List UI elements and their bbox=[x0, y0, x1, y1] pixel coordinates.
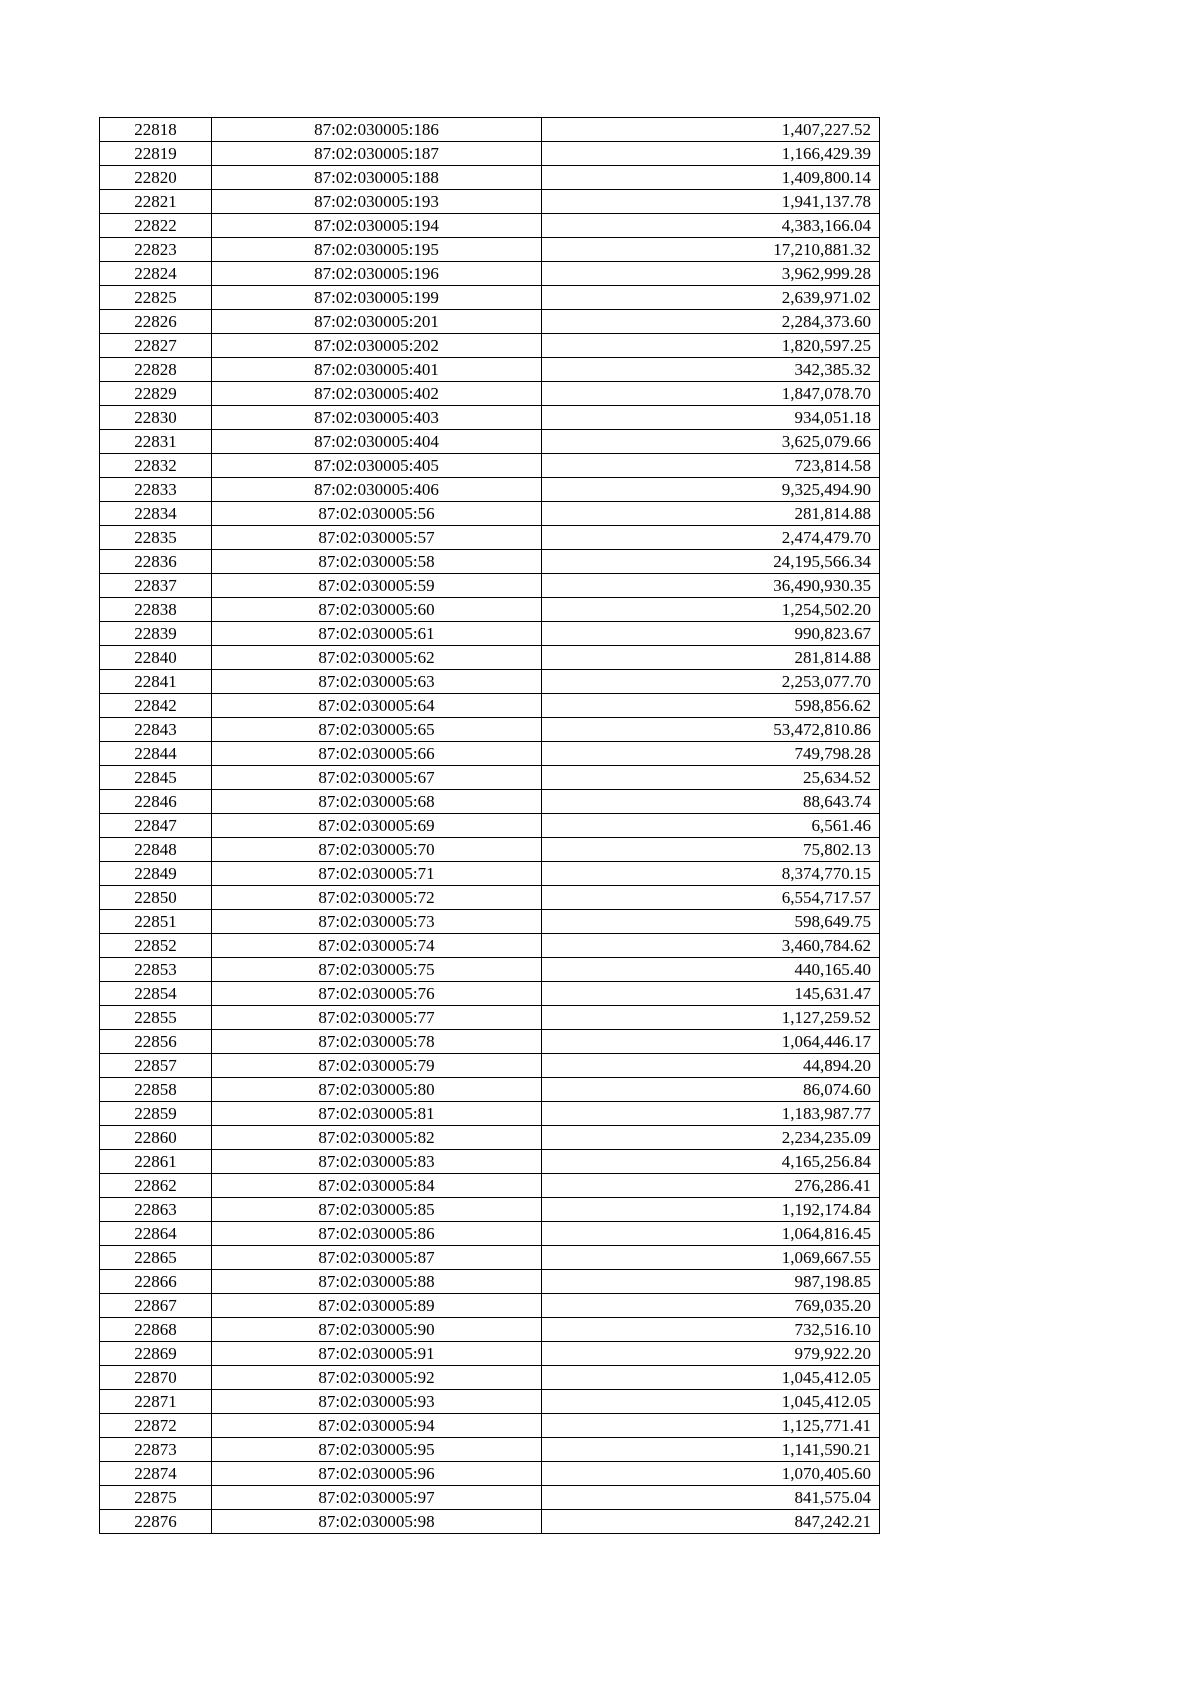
cadastral-number-cell: 87:02:030005:64 bbox=[212, 694, 542, 718]
cadastral-value-cell: 4,383,166.04 bbox=[542, 214, 880, 238]
row-number-cell: 22861 bbox=[100, 1150, 212, 1174]
cadastral-value-cell: 2,639,971.02 bbox=[542, 286, 880, 310]
cadastral-value-cell: 769,035.20 bbox=[542, 1294, 880, 1318]
row-number-cell: 22862 bbox=[100, 1174, 212, 1198]
row-number-cell: 22871 bbox=[100, 1390, 212, 1414]
row-number-cell: 22818 bbox=[100, 118, 212, 142]
cadastral-value-cell: 145,631.47 bbox=[542, 982, 880, 1006]
table-row bbox=[100, 502, 880, 526]
row-number-cell: 22829 bbox=[100, 382, 212, 406]
cadastral-number-cell: 87:02:030005:88 bbox=[212, 1270, 542, 1294]
row-number-cell: 22844 bbox=[100, 742, 212, 766]
row-number-cell: 22828 bbox=[100, 358, 212, 382]
row-number-cell: 22854 bbox=[100, 982, 212, 1006]
cadastral-value-cell: 1,820,597.25 bbox=[542, 334, 880, 358]
cadastral-number-cell: 87:02:030005:188 bbox=[212, 166, 542, 190]
table-row bbox=[100, 526, 880, 550]
row-number-cell: 22856 bbox=[100, 1030, 212, 1054]
cadastral-value-cell: 1,127,259.52 bbox=[542, 1006, 880, 1030]
row-number-cell: 22868 bbox=[100, 1318, 212, 1342]
table-row bbox=[100, 214, 880, 238]
cadastral-number-cell: 87:02:030005:69 bbox=[212, 814, 542, 838]
table-row bbox=[100, 406, 880, 430]
cadastral-number-cell: 87:02:030005:85 bbox=[212, 1198, 542, 1222]
cadastral-number-cell: 87:02:030005:59 bbox=[212, 574, 542, 598]
table-row bbox=[100, 142, 880, 166]
cadastral-value-cell: 1,070,405.60 bbox=[542, 1462, 880, 1486]
row-number-cell: 22865 bbox=[100, 1246, 212, 1270]
table-row bbox=[100, 1366, 880, 1390]
table-row bbox=[100, 1294, 880, 1318]
table-row bbox=[100, 1222, 880, 1246]
row-number-cell: 22870 bbox=[100, 1366, 212, 1390]
cadastral-value-cell: 1,069,667.55 bbox=[542, 1246, 880, 1270]
row-number-cell: 22853 bbox=[100, 958, 212, 982]
table-row bbox=[100, 1486, 880, 1510]
cadastral-number-cell: 87:02:030005:68 bbox=[212, 790, 542, 814]
cadastral-number-cell: 87:02:030005:67 bbox=[212, 766, 542, 790]
table-row bbox=[100, 814, 880, 838]
cadastral-number-cell: 87:02:030005:187 bbox=[212, 142, 542, 166]
table-row bbox=[100, 598, 880, 622]
table-row bbox=[100, 1126, 880, 1150]
cadastral-value-cell: 3,962,999.28 bbox=[542, 262, 880, 286]
cadastral-number-cell: 87:02:030005:74 bbox=[212, 934, 542, 958]
cadastral-value-cell: 3,625,079.66 bbox=[542, 430, 880, 454]
row-number-cell: 22840 bbox=[100, 646, 212, 670]
cadastral-number-cell: 87:02:030005:58 bbox=[212, 550, 542, 574]
row-number-cell: 22845 bbox=[100, 766, 212, 790]
row-number-cell: 22867 bbox=[100, 1294, 212, 1318]
cadastral-number-cell: 87:02:030005:196 bbox=[212, 262, 542, 286]
table-row bbox=[100, 982, 880, 1006]
cadastral-number-cell: 87:02:030005:405 bbox=[212, 454, 542, 478]
cadastral-number-cell: 87:02:030005:401 bbox=[212, 358, 542, 382]
table-row bbox=[100, 742, 880, 766]
table-row bbox=[100, 1174, 880, 1198]
table-row bbox=[100, 1342, 880, 1366]
cadastral-number-cell: 87:02:030005:96 bbox=[212, 1462, 542, 1486]
cadastral-value-cell: 1,847,078.70 bbox=[542, 382, 880, 406]
table-row bbox=[100, 766, 880, 790]
table-row bbox=[100, 670, 880, 694]
cadastral-value-cell: 723,814.58 bbox=[542, 454, 880, 478]
cadastral-value-cell: 987,198.85 bbox=[542, 1270, 880, 1294]
cadastral-number-cell: 87:02:030005:77 bbox=[212, 1006, 542, 1030]
table-row bbox=[100, 646, 880, 670]
table-row bbox=[100, 694, 880, 718]
row-number-cell: 22827 bbox=[100, 334, 212, 358]
row-number-cell: 22823 bbox=[100, 238, 212, 262]
cadastral-value-table bbox=[99, 117, 880, 1534]
cadastral-number-cell: 87:02:030005:57 bbox=[212, 526, 542, 550]
cadastral-number-cell: 87:02:030005:92 bbox=[212, 1366, 542, 1390]
cadastral-number-cell: 87:02:030005:60 bbox=[212, 598, 542, 622]
table-row bbox=[100, 1510, 880, 1534]
cadastral-value-cell: 8,374,770.15 bbox=[542, 862, 880, 886]
cadastral-number-cell: 87:02:030005:94 bbox=[212, 1414, 542, 1438]
table-row bbox=[100, 358, 880, 382]
table-row bbox=[100, 1102, 880, 1126]
table-row bbox=[100, 1030, 880, 1054]
table-row bbox=[100, 1006, 880, 1030]
cadastral-number-cell: 87:02:030005:73 bbox=[212, 910, 542, 934]
cadastral-value-cell: 598,856.62 bbox=[542, 694, 880, 718]
cadastral-value-cell: 1,183,987.77 bbox=[542, 1102, 880, 1126]
table-body bbox=[100, 118, 880, 1534]
cadastral-value-cell: 342,385.32 bbox=[542, 358, 880, 382]
table-row bbox=[100, 190, 880, 214]
table-row bbox=[100, 262, 880, 286]
row-number-cell: 22850 bbox=[100, 886, 212, 910]
table-row bbox=[100, 1198, 880, 1222]
row-number-cell: 22866 bbox=[100, 1270, 212, 1294]
row-number-cell: 22852 bbox=[100, 934, 212, 958]
row-number-cell: 22872 bbox=[100, 1414, 212, 1438]
row-number-cell: 22855 bbox=[100, 1006, 212, 1030]
cadastral-number-cell: 87:02:030005:83 bbox=[212, 1150, 542, 1174]
cadastral-value-cell: 2,474,479.70 bbox=[542, 526, 880, 550]
cadastral-value-cell: 1,409,800.14 bbox=[542, 166, 880, 190]
table-row bbox=[100, 1270, 880, 1294]
cadastral-number-cell: 87:02:030005:81 bbox=[212, 1102, 542, 1126]
row-number-cell: 22821 bbox=[100, 190, 212, 214]
cadastral-number-cell: 87:02:030005:199 bbox=[212, 286, 542, 310]
row-number-cell: 22839 bbox=[100, 622, 212, 646]
table-row bbox=[100, 1054, 880, 1078]
cadastral-value-cell: 6,554,717.57 bbox=[542, 886, 880, 910]
row-number-cell: 22876 bbox=[100, 1510, 212, 1534]
cadastral-number-cell: 87:02:030005:62 bbox=[212, 646, 542, 670]
cadastral-value-cell: 17,210,881.32 bbox=[542, 238, 880, 262]
row-number-cell: 22849 bbox=[100, 862, 212, 886]
table-row bbox=[100, 934, 880, 958]
table-row bbox=[100, 1462, 880, 1486]
cadastral-value-cell: 86,074.60 bbox=[542, 1078, 880, 1102]
cadastral-value-cell: 281,814.88 bbox=[542, 502, 880, 526]
cadastral-number-cell: 87:02:030005:84 bbox=[212, 1174, 542, 1198]
cadastral-number-cell: 87:02:030005:63 bbox=[212, 670, 542, 694]
row-number-cell: 22875 bbox=[100, 1486, 212, 1510]
row-number-cell: 22873 bbox=[100, 1438, 212, 1462]
cadastral-number-cell: 87:02:030005:98 bbox=[212, 1510, 542, 1534]
row-number-cell: 22863 bbox=[100, 1198, 212, 1222]
row-number-cell: 22837 bbox=[100, 574, 212, 598]
cadastral-number-cell: 87:02:030005:72 bbox=[212, 886, 542, 910]
cadastral-number-cell: 87:02:030005:79 bbox=[212, 1054, 542, 1078]
cadastral-value-cell: 1,045,412.05 bbox=[542, 1390, 880, 1414]
cadastral-value-cell: 75,802.13 bbox=[542, 838, 880, 862]
row-number-cell: 22848 bbox=[100, 838, 212, 862]
cadastral-number-cell: 87:02:030005:93 bbox=[212, 1390, 542, 1414]
table-row bbox=[100, 166, 880, 190]
cadastral-number-cell: 87:02:030005:406 bbox=[212, 478, 542, 502]
cadastral-number-cell: 87:02:030005:78 bbox=[212, 1030, 542, 1054]
cadastral-number-cell: 87:02:030005:97 bbox=[212, 1486, 542, 1510]
cadastral-value-cell: 598,649.75 bbox=[542, 910, 880, 934]
cadastral-number-cell: 87:02:030005:82 bbox=[212, 1126, 542, 1150]
row-number-cell: 22838 bbox=[100, 598, 212, 622]
row-number-cell: 22820 bbox=[100, 166, 212, 190]
table-row bbox=[100, 1246, 880, 1270]
row-number-cell: 22860 bbox=[100, 1126, 212, 1150]
cadastral-number-cell: 87:02:030005:66 bbox=[212, 742, 542, 766]
table-row bbox=[100, 550, 880, 574]
table-row bbox=[100, 286, 880, 310]
table-row bbox=[100, 1390, 880, 1414]
cadastral-value-cell: 2,234,235.09 bbox=[542, 1126, 880, 1150]
row-number-cell: 22826 bbox=[100, 310, 212, 334]
table-row bbox=[100, 1150, 880, 1174]
cadastral-value-cell: 1,064,816.45 bbox=[542, 1222, 880, 1246]
cadastral-number-cell: 87:02:030005:402 bbox=[212, 382, 542, 406]
cadastral-value-cell: 440,165.40 bbox=[542, 958, 880, 982]
cadastral-number-cell: 87:02:030005:56 bbox=[212, 502, 542, 526]
row-number-cell: 22824 bbox=[100, 262, 212, 286]
cadastral-number-cell: 87:02:030005:61 bbox=[212, 622, 542, 646]
table-row bbox=[100, 790, 880, 814]
table-row bbox=[100, 334, 880, 358]
cadastral-value-cell: 841,575.04 bbox=[542, 1486, 880, 1510]
table-row bbox=[100, 622, 880, 646]
row-number-cell: 22842 bbox=[100, 694, 212, 718]
cadastral-number-cell: 87:02:030005:195 bbox=[212, 238, 542, 262]
row-number-cell: 22822 bbox=[100, 214, 212, 238]
cadastral-number-cell: 87:02:030005:201 bbox=[212, 310, 542, 334]
table-row bbox=[100, 430, 880, 454]
cadastral-value-cell: 1,192,174.84 bbox=[542, 1198, 880, 1222]
cadastral-number-cell: 87:02:030005:71 bbox=[212, 862, 542, 886]
table-row bbox=[100, 238, 880, 262]
table-row bbox=[100, 1078, 880, 1102]
table-row bbox=[100, 886, 880, 910]
row-number-cell: 22841 bbox=[100, 670, 212, 694]
cadastral-value-cell: 847,242.21 bbox=[542, 1510, 880, 1534]
cadastral-number-cell: 87:02:030005:404 bbox=[212, 430, 542, 454]
table-row bbox=[100, 1318, 880, 1342]
table-row bbox=[100, 838, 880, 862]
cadastral-number-cell: 87:02:030005:75 bbox=[212, 958, 542, 982]
cadastral-value-cell: 990,823.67 bbox=[542, 622, 880, 646]
cadastral-value-cell: 36,490,930.35 bbox=[542, 574, 880, 598]
table-row bbox=[100, 382, 880, 406]
row-number-cell: 22857 bbox=[100, 1054, 212, 1078]
cadastral-value-cell: 4,165,256.84 bbox=[542, 1150, 880, 1174]
row-number-cell: 22874 bbox=[100, 1462, 212, 1486]
cadastral-value-cell: 749,798.28 bbox=[542, 742, 880, 766]
cadastral-value-cell: 53,472,810.86 bbox=[542, 718, 880, 742]
cadastral-number-cell: 87:02:030005:65 bbox=[212, 718, 542, 742]
cadastral-value-cell: 1,941,137.78 bbox=[542, 190, 880, 214]
cadastral-number-cell: 87:02:030005:90 bbox=[212, 1318, 542, 1342]
row-number-cell: 22819 bbox=[100, 142, 212, 166]
table-row bbox=[100, 118, 880, 142]
table-row bbox=[100, 574, 880, 598]
row-number-cell: 22836 bbox=[100, 550, 212, 574]
table-row bbox=[100, 1414, 880, 1438]
table-row bbox=[100, 1438, 880, 1462]
row-number-cell: 22847 bbox=[100, 814, 212, 838]
cadastral-value-cell: 1,254,502.20 bbox=[542, 598, 880, 622]
cadastral-number-cell: 87:02:030005:186 bbox=[212, 118, 542, 142]
table-row bbox=[100, 478, 880, 502]
table-row bbox=[100, 718, 880, 742]
row-number-cell: 22858 bbox=[100, 1078, 212, 1102]
cadastral-value-cell: 3,460,784.62 bbox=[542, 934, 880, 958]
cadastral-value-cell: 732,516.10 bbox=[542, 1318, 880, 1342]
cadastral-value-cell: 6,561.46 bbox=[542, 814, 880, 838]
table-row bbox=[100, 910, 880, 934]
cadastral-number-cell: 87:02:030005:202 bbox=[212, 334, 542, 358]
table-row bbox=[100, 310, 880, 334]
row-number-cell: 22832 bbox=[100, 454, 212, 478]
cadastral-value-cell: 2,284,373.60 bbox=[542, 310, 880, 334]
row-number-cell: 22846 bbox=[100, 790, 212, 814]
cadastral-number-cell: 87:02:030005:95 bbox=[212, 1438, 542, 1462]
cadastral-value-cell: 1,064,446.17 bbox=[542, 1030, 880, 1054]
cadastral-value-cell: 281,814.88 bbox=[542, 646, 880, 670]
cadastral-value-cell: 276,286.41 bbox=[542, 1174, 880, 1198]
cadastral-number-cell: 87:02:030005:76 bbox=[212, 982, 542, 1006]
row-number-cell: 22830 bbox=[100, 406, 212, 430]
cadastral-value-cell: 1,045,412.05 bbox=[542, 1366, 880, 1390]
cadastral-number-cell: 87:02:030005:70 bbox=[212, 838, 542, 862]
cadastral-value-cell: 979,922.20 bbox=[542, 1342, 880, 1366]
cadastral-value-cell: 2,253,077.70 bbox=[542, 670, 880, 694]
cadastral-number-cell: 87:02:030005:194 bbox=[212, 214, 542, 238]
row-number-cell: 22859 bbox=[100, 1102, 212, 1126]
cadastral-value-cell: 88,643.74 bbox=[542, 790, 880, 814]
row-number-cell: 22834 bbox=[100, 502, 212, 526]
row-number-cell: 22851 bbox=[100, 910, 212, 934]
row-number-cell: 22864 bbox=[100, 1222, 212, 1246]
cadastral-value-cell: 9,325,494.90 bbox=[542, 478, 880, 502]
cadastral-number-cell: 87:02:030005:87 bbox=[212, 1246, 542, 1270]
table-row bbox=[100, 958, 880, 982]
cadastral-value-cell: 25,634.52 bbox=[542, 766, 880, 790]
cadastral-number-cell: 87:02:030005:89 bbox=[212, 1294, 542, 1318]
cadastral-number-cell: 87:02:030005:91 bbox=[212, 1342, 542, 1366]
cadastral-value-cell: 44,894.20 bbox=[542, 1054, 880, 1078]
cadastral-value-cell: 934,051.18 bbox=[542, 406, 880, 430]
row-number-cell: 22835 bbox=[100, 526, 212, 550]
row-number-cell: 22825 bbox=[100, 286, 212, 310]
cadastral-number-cell: 87:02:030005:86 bbox=[212, 1222, 542, 1246]
table-row bbox=[100, 862, 880, 886]
row-number-cell: 22833 bbox=[100, 478, 212, 502]
cadastral-number-cell: 87:02:030005:80 bbox=[212, 1078, 542, 1102]
row-number-cell: 22869 bbox=[100, 1342, 212, 1366]
row-number-cell: 22843 bbox=[100, 718, 212, 742]
cadastral-value-cell: 1,166,429.39 bbox=[542, 142, 880, 166]
cadastral-number-cell: 87:02:030005:193 bbox=[212, 190, 542, 214]
table-row bbox=[100, 454, 880, 478]
cadastral-value-cell: 24,195,566.34 bbox=[542, 550, 880, 574]
cadastral-value-cell: 1,125,771.41 bbox=[542, 1414, 880, 1438]
cadastral-value-cell: 1,141,590.21 bbox=[542, 1438, 880, 1462]
row-number-cell: 22831 bbox=[100, 430, 212, 454]
cadastral-number-cell: 87:02:030005:403 bbox=[212, 406, 542, 430]
cadastral-value-cell: 1,407,227.52 bbox=[542, 118, 880, 142]
